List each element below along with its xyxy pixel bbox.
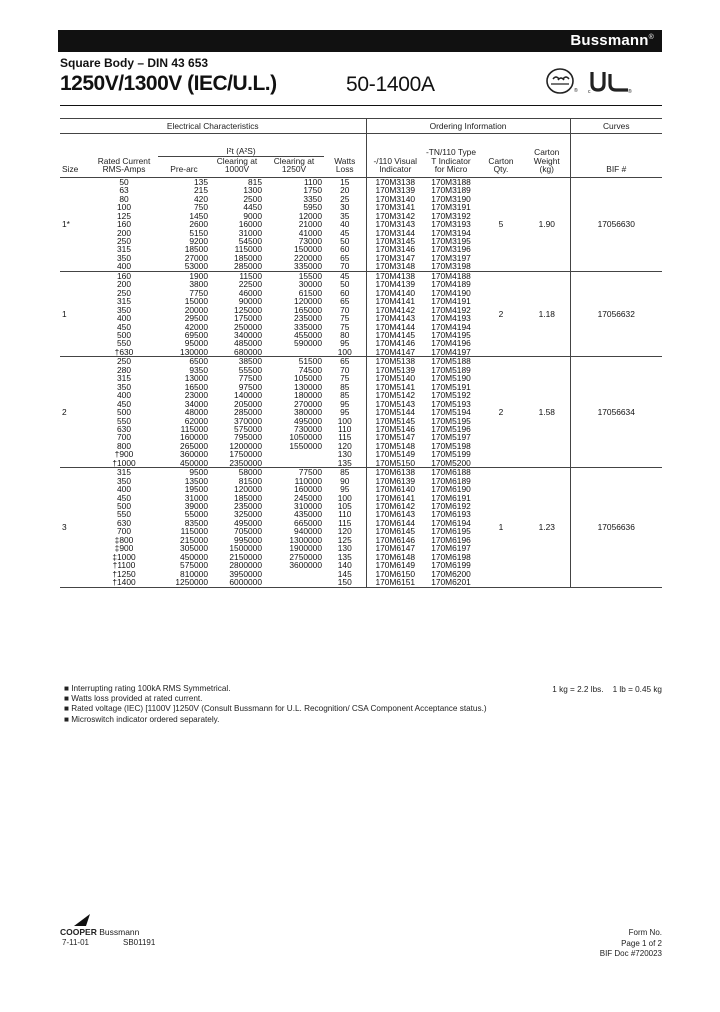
clearing-1250-header: Clearing at 1250V — [264, 156, 324, 177]
footer-doc-code: SB01191 — [123, 938, 156, 947]
csa-logo-icon — [545, 66, 581, 96]
bif-number: 17056632 — [570, 271, 662, 357]
clearing-1250-column: 15500 30000 61500 120000 165000 235000 335000 455000 590000 — [264, 271, 324, 357]
clearing-1000-column: 815 1300 2500 4450 9000 16000 31000 54500 115000 185000 285000 — [210, 177, 264, 271]
prearc-column: 6500 9350 13000 16500 23000 34000 48000 62000 115000 160000 265000 360000 450000 — [158, 357, 210, 468]
footnote-watts: ■ Watts loss provided at rated current. — [64, 694, 203, 704]
footnote-interrupting: ■ Interrupting rating 100kA RMS Symmetrical. — [64, 684, 231, 693]
visual-column: 170M4138 170M4139 170M4140 170M4141 170M4142 170M4143 170M4144 170M4145 170M4146 170M4147 — [366, 271, 424, 357]
amps-column: 160 200 250 315 350 400 450 500 550 †630 — [90, 271, 158, 357]
prearc-column: 9500 13500 19500 31000 39000 55000 83500 115000 215000 305000 450000 575000 810000 1250000 — [158, 468, 210, 587]
amps-column: 315 350 400 450 500 550 630 700 ‡800 ‡900 ‡1000 †1100 †1250 †1400 — [90, 468, 158, 587]
visual-indicator-header: -/110 Visual Indicator — [366, 134, 424, 177]
size-group-1-star — [60, 177, 662, 271]
amps-column: 250 280 315 350 400 450 500 550 630 700 800 †900 †1000 — [90, 357, 158, 468]
footnotes — [64, 684, 487, 725]
title-rule — [60, 105, 662, 106]
group-size: 2 — [60, 357, 90, 468]
clearing-1000-column: 58000 81500 120000 185000 235000 325000 495000 705000 995000 1500000 2150000 2800000 3950000 6000000 — [210, 468, 264, 587]
amps-column: 50 63 80 100 125 160 200 250 315 350 400 — [90, 177, 158, 271]
product-title: 1250V/1300V (IEC/U.L.) — [60, 72, 277, 95]
carton-qty: 1 — [478, 468, 524, 587]
rated-current-header: Rated Current RMS-Amps — [90, 134, 158, 177]
prearc-header: Pre-arc — [158, 156, 210, 177]
amp-range: 50-1400A — [346, 73, 435, 96]
ordering-header: Ordering Information — [366, 119, 570, 134]
carton-weight: 1.90 — [524, 177, 570, 271]
header-row-groups — [60, 119, 662, 134]
svg-text:®: ® — [628, 89, 632, 94]
watts-column: 65 70 75 85 85 95 95 100 110 115 120 130 135 — [324, 357, 366, 468]
carton-weight: 1.58 — [524, 357, 570, 468]
visual-column: 170M3138 170M3139 170M3140 170M3141 170M3142 170M3143 170M3144 170M3145 170M3146 170M3147 170M3148 — [366, 177, 424, 271]
ul-recognized-icon — [588, 70, 634, 94]
prearc-column: 135 215 420 750 1450 2600 5150 9200 18500 27000 53000 — [158, 177, 210, 271]
watts-column: 85 90 95 100 105 110 115 120 125 130 135 140 145 150 — [324, 468, 366, 587]
i2t-header: I²t (A²S) — [158, 134, 324, 156]
curves-header: Curves — [570, 119, 662, 134]
page-number: Page 1 of 2 — [621, 938, 662, 948]
size-group-1 — [60, 271, 662, 357]
clearing-1250-column: 77500 110000 160000 245000 310000 435000 665000 940000 1300000 1900000 2750000 3600000 — [264, 468, 324, 587]
carton-qty-header: Carton Qty. — [478, 134, 524, 177]
cooper-logo-icon — [60, 912, 104, 928]
bif-number: 17056634 — [570, 357, 662, 468]
bif-number: 17056636 — [570, 468, 662, 587]
carton-qty: 2 — [478, 271, 524, 357]
footnote-microswitch: ■ Microswitch indicator ordered separately. — [64, 714, 220, 724]
group-size: 1* — [60, 177, 90, 271]
bif-doc-number: BIF Doc #720023 — [599, 949, 662, 958]
carton-weight-header: Carton Weight (kg) — [524, 134, 570, 177]
micro-column: 170M4188 170M4189 170M4190 170M4191 170M4192 170M4193 170M4194 170M4195 170M4196 170M4197 — [424, 271, 478, 357]
clearing-1250-column: 51500 74500 105000 130000 180000 270000 380000 495000 730000 1050000 1550000 — [264, 357, 324, 468]
header-banner — [58, 30, 662, 52]
micro-column: 170M5188 170M5189 170M5190 170M5191 170M5192 170M5193 170M5194 170M5195 170M5196 170M5197 170M5198 170M5199 170M5200 — [424, 357, 478, 468]
clearing-1000-column: 11500 22500 46000 90000 125000 175000 250000 340000 485000 680000 — [210, 271, 264, 357]
prearc-column: 1900 3800 7750 15000 20000 29500 42000 69500 95000 130000 — [158, 271, 210, 357]
clearing-1000-column: 38500 55500 77500 97500 140000 205000 285000 370000 575000 795000 1200000 1750000 2350000 — [210, 357, 264, 468]
watts-loss-header: Watts Loss — [324, 134, 366, 177]
unit-conversion: 1 kg = 2.2 lbs. 1 lb = 0.45 kg — [552, 685, 662, 694]
bif-header: BIF # — [570, 134, 662, 177]
visual-column: 170M6138 170M6139 170M6140 170M6141 170M6142 170M6143 170M6144 170M6145 170M6146 170M6147 170M6148 170M6149 170M6150 170M6151 — [366, 468, 424, 587]
carton-weight: 1.18 — [524, 271, 570, 357]
watts-column: 45 50 60 65 70 75 75 80 95 100 — [324, 271, 366, 357]
header-row-i2t — [60, 134, 662, 156]
footer-form-info — [600, 928, 662, 960]
footnote-voltage: ■ Rated voltage (IEC) [1100V ]1250V (Consult Bussmann for U.L. Recognition/ CSA Component Acceptance status.) — [64, 704, 487, 714]
bif-number: 17056630 — [570, 177, 662, 271]
micro-column: 170M6188 170M6189 170M6190 170M6191 170M6192 170M6193 170M6194 170M6195 170M6196 170M6197 170M6198 170M6199 170M6200 170M6201 — [424, 468, 478, 587]
size-group-2 — [60, 357, 662, 468]
micro-column: 170M3188 170M3189 170M3190 170M3191 170M3192 170M3193 170M3194 170M3195 170M3196 170M3197 170M3198 — [424, 177, 478, 271]
visual-column: 170M5138 170M5139 170M5140 170M5141 170M5142 170M5143 170M5144 170M5145 170M5146 170M5147 170M5148 170M5149 170M5150 — [366, 357, 424, 468]
watts-column: 15 20 25 30 35 40 45 50 60 65 70 — [324, 177, 366, 271]
clearing-1250-column: 1100 1750 3350 5950 12000 21000 41000 73000 150000 220000 335000 — [264, 177, 324, 271]
group-size: 1 — [60, 271, 90, 357]
group-size: 3 — [60, 468, 90, 587]
product-subtitle: Square Body – DIN 43 653 — [60, 56, 209, 70]
clearing-1000-header: Clearing at 1000V — [210, 156, 264, 177]
electrical-header: Electrical Characteristics — [60, 119, 366, 134]
brand-name: Bussmann® — [570, 32, 654, 49]
size-header: Size — [60, 134, 90, 177]
carton-weight: 1.23 — [524, 468, 570, 587]
svg-text:c: c — [588, 89, 591, 94]
form-number: Form No. — [628, 928, 662, 937]
footer-date: 7-11-01 — [62, 938, 89, 947]
carton-qty: 2 — [478, 357, 524, 468]
size-group-3 — [60, 468, 662, 587]
footer-logo-text: COOPER Bussmann — [60, 927, 140, 937]
carton-qty: 5 — [478, 177, 524, 271]
spec-table — [60, 118, 662, 588]
svg-text:®: ® — [574, 88, 578, 94]
micro-indicator-header: -TN/110 Type T Indicator for Micro — [424, 134, 478, 177]
